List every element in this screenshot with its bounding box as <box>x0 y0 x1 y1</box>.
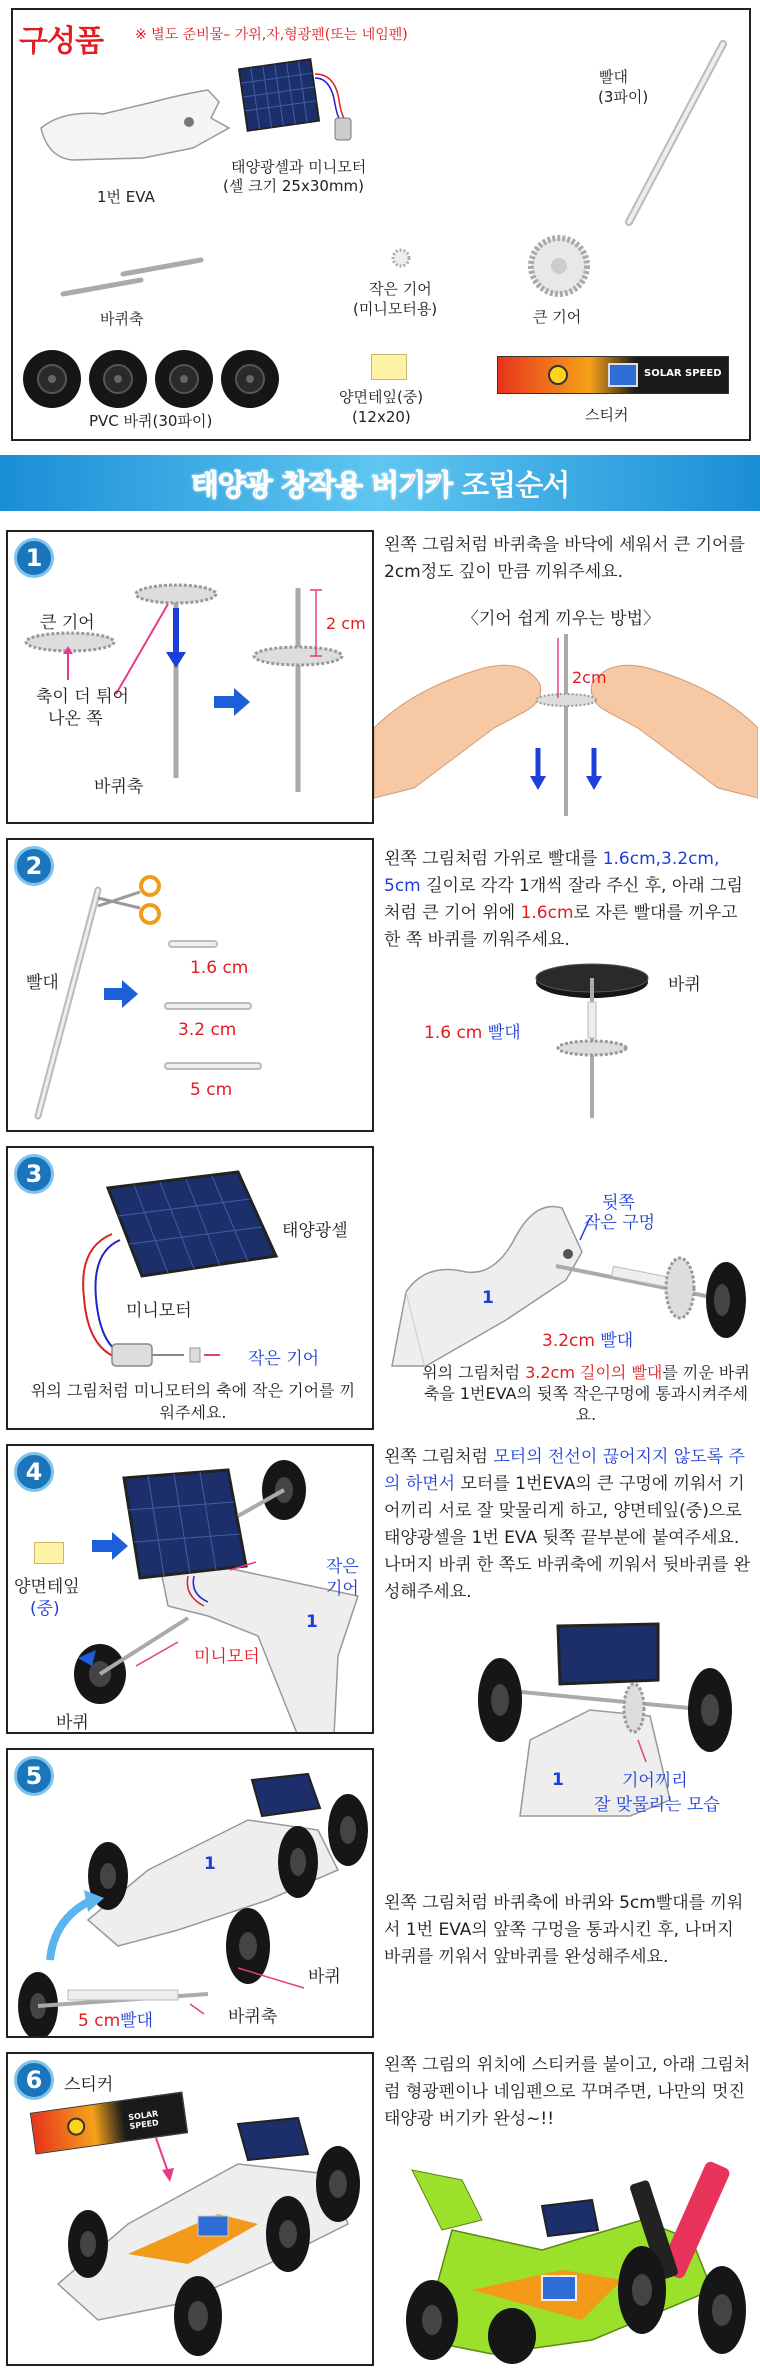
label-shaft: 바퀴축 <box>100 310 144 328</box>
step-4-label-tape-2: (중) <box>30 1599 60 1619</box>
step-4-label-tape-1: 양면테잎 <box>14 1577 80 1597</box>
step-1-panel <box>6 530 374 824</box>
step-4-description: 왼쪽 그림처럼 모터의 전선이 끊어지지 않도록 주의 하면서 모터를 1번EVA의 큰 구멍에 끼워서 기어끼리 서로 잘 맞물리게 하고, 양면테잎(중)으로 태양광셀을 1번 EVA 뒷쪽 끝부분에 붙여주세요. 나머지 바퀴 한 쪽도 바퀴축에 끼워서 뒷바퀴를 완성해주세요. <box>384 1447 751 1602</box>
label-sticker: 스티커 <box>585 406 629 424</box>
step-4-label-gear-2: 기어 <box>326 1579 359 1599</box>
step-6-illustration <box>8 2054 374 2366</box>
step-3-eva-num: 1 <box>482 1288 494 1308</box>
step-5-eva-num: 1 <box>204 1854 216 1874</box>
step-3-label-back-2: 작은 구멍 <box>584 1213 656 1233</box>
step-4-eva-num: 1 <box>306 1612 318 1632</box>
wheels-image <box>21 348 291 410</box>
step-6-number: 6 <box>14 2060 54 2100</box>
step-1-illustration <box>8 532 374 824</box>
step-1-tip-title: 〈기어 쉽게 끼우는 방법〉 <box>462 609 661 629</box>
step-3-label-back-1: 뒷쪽 <box>602 1193 635 1213</box>
step-1-description: 왼쪽 그림처럼 바퀴축을 바닥에 세워서 큰 기어를 2cm정도 깊이 만큼 끼워주세요. <box>384 535 745 582</box>
parts-title: 구성품 <box>19 24 103 59</box>
parts-box <box>11 8 751 441</box>
assembly-banner <box>0 455 760 511</box>
step-3-panel <box>6 1146 374 1430</box>
step-2-label-straw: 빨대 <box>26 973 59 993</box>
step-1-number: 1 <box>14 538 54 578</box>
label-straw-size: (3파이) <box>598 88 649 106</box>
step-2-label-s1: 1.6 cm <box>190 958 249 978</box>
step-6-description: 왼쪽 그림의 위치에 스티커를 붙이고, 아래 그림처럼 형광펜이나 네임펜으로 꾸며주면, 나만의 멋진 태양광 버기카 완성~!! <box>384 2055 751 2129</box>
step-1-label-shaft-side-1: 축이 더 튀어 <box>36 687 129 707</box>
solar-motor-image <box>235 54 365 144</box>
label-tape: 양면테잎(중) <box>339 388 424 406</box>
step-6-panel <box>6 2052 374 2366</box>
label-small-gear: 작은 기어 <box>369 280 432 298</box>
step-4-tape-image <box>34 1542 64 1564</box>
step-4-label-motor: 미니모터 <box>194 1647 260 1667</box>
step-4-label-mesh-2: 잘 맞물리는 모습 <box>594 1795 720 1815</box>
step-5-number: 5 <box>14 1756 54 1796</box>
straw-image <box>613 38 733 228</box>
label-eva: 1번 EVA <box>97 188 155 206</box>
step-1-label-dim: 2 cm <box>326 614 366 633</box>
step-5-description: 왼쪽 그림처럼 바퀴축에 바퀴와 5cm빨대를 끼워서 1번 EVA의 앞쪽 구멍을 통과시킨 후, 나머지 바퀴를 끼워서 앞바퀴를 완성해주세요. <box>384 1893 744 1967</box>
step-3-label-mini-motor: 미니모터 <box>126 1301 192 1321</box>
step-3-description: 위의 그림처럼 미니모터의 축에 작은 기어를 끼워주세요. <box>30 1381 356 1422</box>
step-1-label-big-gear: 큰 기어 <box>40 613 95 633</box>
step-5-label-shaft: 바퀴축 <box>228 2007 278 2027</box>
step-4-eva-num-2: 1 <box>552 1770 564 1790</box>
small-gear-image <box>389 246 413 270</box>
step-4-panel <box>6 1444 374 1734</box>
eva-board-image <box>33 88 233 170</box>
step-5-panel <box>6 1748 374 2038</box>
step-2-label-wheel: 바퀴 <box>668 975 701 995</box>
step-2-description: 왼쪽 그림처럼 가위로 빨대를 1.6cm,3.2cm, 5cm 길이로 각각 1개씩 잘라 주신 후, 아래 그림처럼 큰 기어 위에 1.6cm로 자른 빨대를 끼우고 한 쪽 바퀴를 끼워주세요. <box>384 849 743 950</box>
label-cell-size: (셀 크기 25x30mm) <box>223 177 364 195</box>
step-4-label-gear-1: 작은 <box>326 1557 359 1577</box>
sticker-image: SOLAR SPEED <box>497 356 729 394</box>
label-small-gear-note: (미니모터용) <box>353 300 438 318</box>
step-5-illustration <box>8 1750 374 2038</box>
step-4-label-wheel: 바퀴 <box>56 1713 89 1733</box>
label-tape-size: (12x20) <box>352 408 411 426</box>
step-2-wheel-illustration <box>520 962 680 1122</box>
step-6-label-sticker: 스티커 <box>64 2075 114 2095</box>
step-3-description-2: 위의 그림처럼 3.2cm 길이의 빨대를 끼운 바퀴축을 1번EVA의 뒷쪽 작은구멍에 통과시켜주세요. <box>422 1363 750 1424</box>
step-5-label-straw-len: 5 cm빨대 <box>78 2011 153 2031</box>
step-2-number: 2 <box>14 846 54 886</box>
step-1-tip-dim: 2cm <box>572 668 607 687</box>
step-1-hands-illustration <box>374 628 758 818</box>
parts-note: ※ 별도 준비물– 가위,자,형광펜(또는 네임펜) <box>135 27 408 43</box>
step-2-label-s3: 5 cm <box>190 1080 233 1100</box>
step-3-label-straw-len: 3.2cm 빨대 <box>542 1331 634 1351</box>
step-2-panel <box>6 838 374 1132</box>
shaft-image <box>57 244 207 304</box>
banner-title: 태양광 창작용 버기카 조립순서 <box>190 468 570 502</box>
step-4-number: 4 <box>14 1452 54 1492</box>
label-big-gear: 큰 기어 <box>533 308 582 326</box>
step-6-sticker-image: SOLAR SPEED <box>30 2091 188 2154</box>
label-wheels: PVC 바퀴(30파이) <box>89 412 213 430</box>
step-5-label-wheel: 바퀴 <box>308 1967 341 1987</box>
big-gear-image <box>525 232 593 300</box>
step-6-decorated-car-illustration <box>392 2140 752 2366</box>
step-4-label-mesh-1: 기어끼리 <box>622 1771 688 1791</box>
step-3-label-small-gear: 작은 기어 <box>248 1349 320 1369</box>
label-straw: 빨대 <box>599 68 628 86</box>
step-1-label-shaft: 바퀴축 <box>94 777 144 797</box>
step-3-label-solar-cell: 태양광셀 <box>282 1221 348 1241</box>
step-2-label-s2: 3.2 cm <box>178 1020 237 1040</box>
step-3-number: 3 <box>14 1154 54 1194</box>
step-1-label-shaft-side-2: 나온 쪽 <box>48 709 103 729</box>
step-2-label-straw-len: 1.6 cm 빨대 <box>424 1023 521 1043</box>
tape-image <box>371 354 407 380</box>
label-solar-motor: 태양광셀과 미니모터 <box>231 158 367 176</box>
